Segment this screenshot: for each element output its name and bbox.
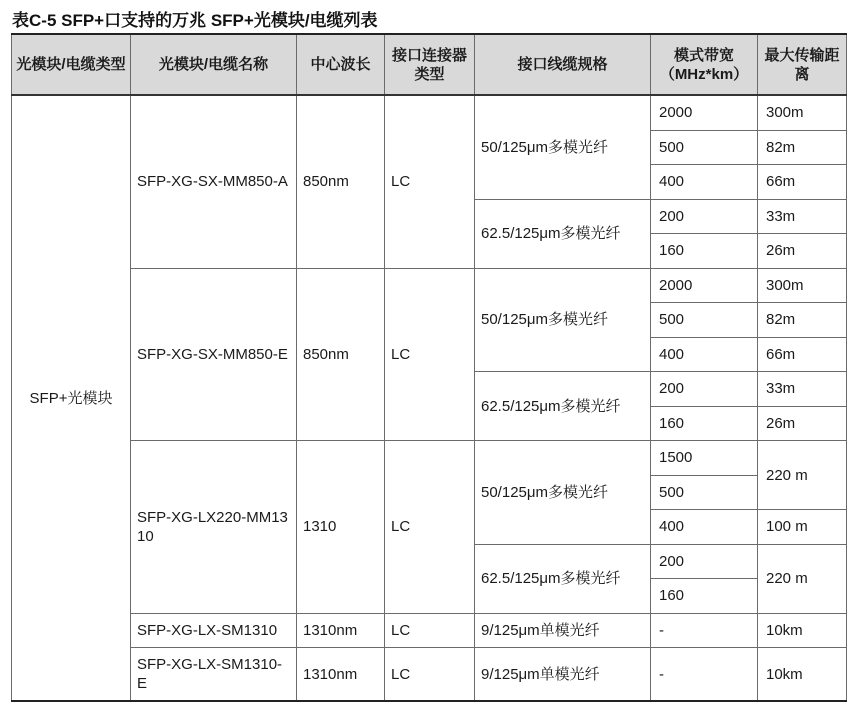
bandwidth-cell: 200 xyxy=(651,199,758,234)
bandwidth-cell: 160 xyxy=(651,406,758,441)
distance-cell: 82m xyxy=(758,303,847,338)
module-category-cell: SFP+光模块 xyxy=(12,95,131,701)
bandwidth-cell: - xyxy=(651,648,758,702)
distance-cell: 33m xyxy=(758,372,847,407)
bandwidth-cell: 200 xyxy=(651,544,758,579)
distance-cell: 33m xyxy=(758,199,847,234)
bandwidth-cell: 500 xyxy=(651,475,758,510)
bandwidth-cell: 500 xyxy=(651,303,758,338)
module-name-cell: SFP-XG-SX-MM850-A xyxy=(131,95,297,268)
distance-cell: 10km xyxy=(758,613,847,648)
header-cable-spec: 接口线缆规格 xyxy=(475,34,651,95)
connector-cell: LC xyxy=(385,95,475,268)
bandwidth-cell: 400 xyxy=(651,510,758,545)
connector-cell: LC xyxy=(385,648,475,702)
connector-cell: LC xyxy=(385,441,475,614)
wavelength-cell: 1310 xyxy=(297,441,385,614)
module-name-cell: SFP-XG-LX-SM1310-E xyxy=(131,648,297,702)
bandwidth-cell: 1500 xyxy=(651,441,758,476)
table-caption: 表C-5 SFP+口支持的万兆 SFP+光模块/电缆列表 xyxy=(12,11,378,30)
wavelength-cell: 1310nm xyxy=(297,648,385,702)
wavelength-cell: 850nm xyxy=(297,95,385,268)
module-name-cell: SFP-XG-LX220-MM1310 xyxy=(131,441,297,614)
bandwidth-cell: - xyxy=(651,613,758,648)
header-connector-type: 接口连接器类型 xyxy=(385,34,475,95)
bandwidth-cell: 2000 xyxy=(651,95,758,130)
distance-cell: 66m xyxy=(758,337,847,372)
cable-spec-cell: 9/125μm单模光纤 xyxy=(475,613,651,648)
table-row xyxy=(12,95,847,130)
bandwidth-cell: 160 xyxy=(651,234,758,269)
module-name-cell: SFP-XG-SX-MM850-E xyxy=(131,268,297,441)
wavelength-cell: 850nm xyxy=(297,268,385,441)
distance-cell: 220 m xyxy=(758,544,847,613)
cable-spec-cell: 62.5/125μm多模光纤 xyxy=(475,199,651,268)
table-row xyxy=(12,441,847,476)
distance-cell: 100 m xyxy=(758,510,847,545)
table-row xyxy=(12,648,847,702)
wavelength-cell: 1310nm xyxy=(297,613,385,648)
bandwidth-cell: 500 xyxy=(651,130,758,165)
distance-cell: 82m xyxy=(758,130,847,165)
header-module-type: 光模块/电缆类型 xyxy=(12,34,131,95)
table-row xyxy=(12,268,847,303)
distance-cell: 300m xyxy=(758,95,847,130)
table-row xyxy=(12,613,847,648)
bandwidth-cell: 200 xyxy=(651,372,758,407)
cable-spec-cell: 50/125μm多模光纤 xyxy=(475,95,651,199)
cable-spec-cell: 62.5/125μm多模光纤 xyxy=(475,544,651,613)
cable-spec-cell: 50/125μm多模光纤 xyxy=(475,441,651,545)
distance-cell: 26m xyxy=(758,234,847,269)
bandwidth-cell: 400 xyxy=(651,165,758,200)
bandwidth-cell: 2000 xyxy=(651,268,758,303)
header-module-name: 光模块/电缆名称 xyxy=(131,34,297,95)
sfp-module-table xyxy=(11,33,847,702)
distance-cell: 220 m xyxy=(758,441,847,510)
header-modal-bandwidth: 模式带宽（MHz*km） xyxy=(651,34,758,95)
distance-cell: 10km xyxy=(758,648,847,702)
module-name-cell: SFP-XG-LX-SM1310 xyxy=(131,613,297,648)
connector-cell: LC xyxy=(385,613,475,648)
cable-spec-cell: 50/125μm多模光纤 xyxy=(475,268,651,372)
header-max-distance: 最大传输距离 xyxy=(758,34,847,95)
distance-cell: 66m xyxy=(758,165,847,200)
distance-cell: 300m xyxy=(758,268,847,303)
cable-spec-cell: 9/125μm单模光纤 xyxy=(475,648,651,702)
distance-cell: 26m xyxy=(758,406,847,441)
bandwidth-cell: 160 xyxy=(651,579,758,614)
bandwidth-cell: 400 xyxy=(651,337,758,372)
table-header-row xyxy=(12,34,847,95)
cable-spec-cell: 62.5/125μm多模光纤 xyxy=(475,372,651,441)
header-wavelength: 中心波长 xyxy=(297,34,385,95)
connector-cell: LC xyxy=(385,268,475,441)
